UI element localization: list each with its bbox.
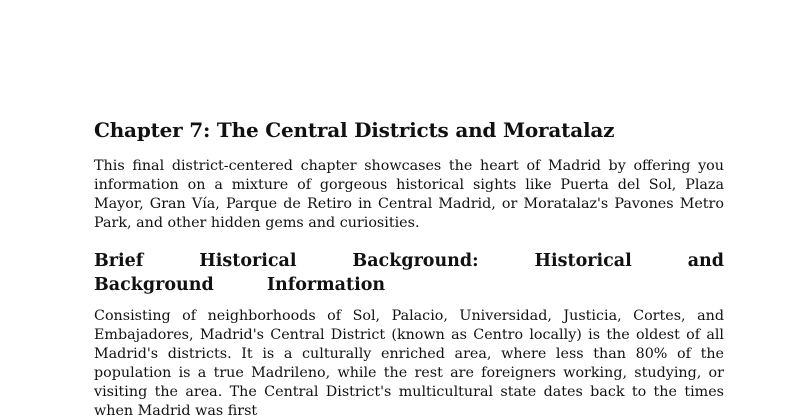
page-content xyxy=(94,118,724,420)
chapter-title: Chapter 7: The Central Districts and Moratalaz xyxy=(94,118,615,142)
intro-paragraph: This final district-centered chapter showcases the heart of Madrid by offering you information on a mixture of gorgeous historical sights like Puerta del Sol, Plaza Mayor, Gran Vía, Parque de Retiro in Central Madrid, or Moratalaz's Pavones Metro Park, and other hidden gems and curiosities. xyxy=(94,158,724,231)
section-heading: Brief Historical Background: Historical and Background Information xyxy=(94,251,724,295)
section-paragraph: Consisting of neighborhoods of Sol, Palacio, Universidad, Justicia, Cortes, and Embajadores, Madrid's Central District (known as Centro locally) is the oldest of all Madrid's districts. It is a culturally enriched area, where less than 80% of the population is a true Madrileno, while the rest are foreigners working, studying, or visiting the area. The Central District's multicultural state dates back to the times when Madrid was first xyxy=(94,308,724,419)
